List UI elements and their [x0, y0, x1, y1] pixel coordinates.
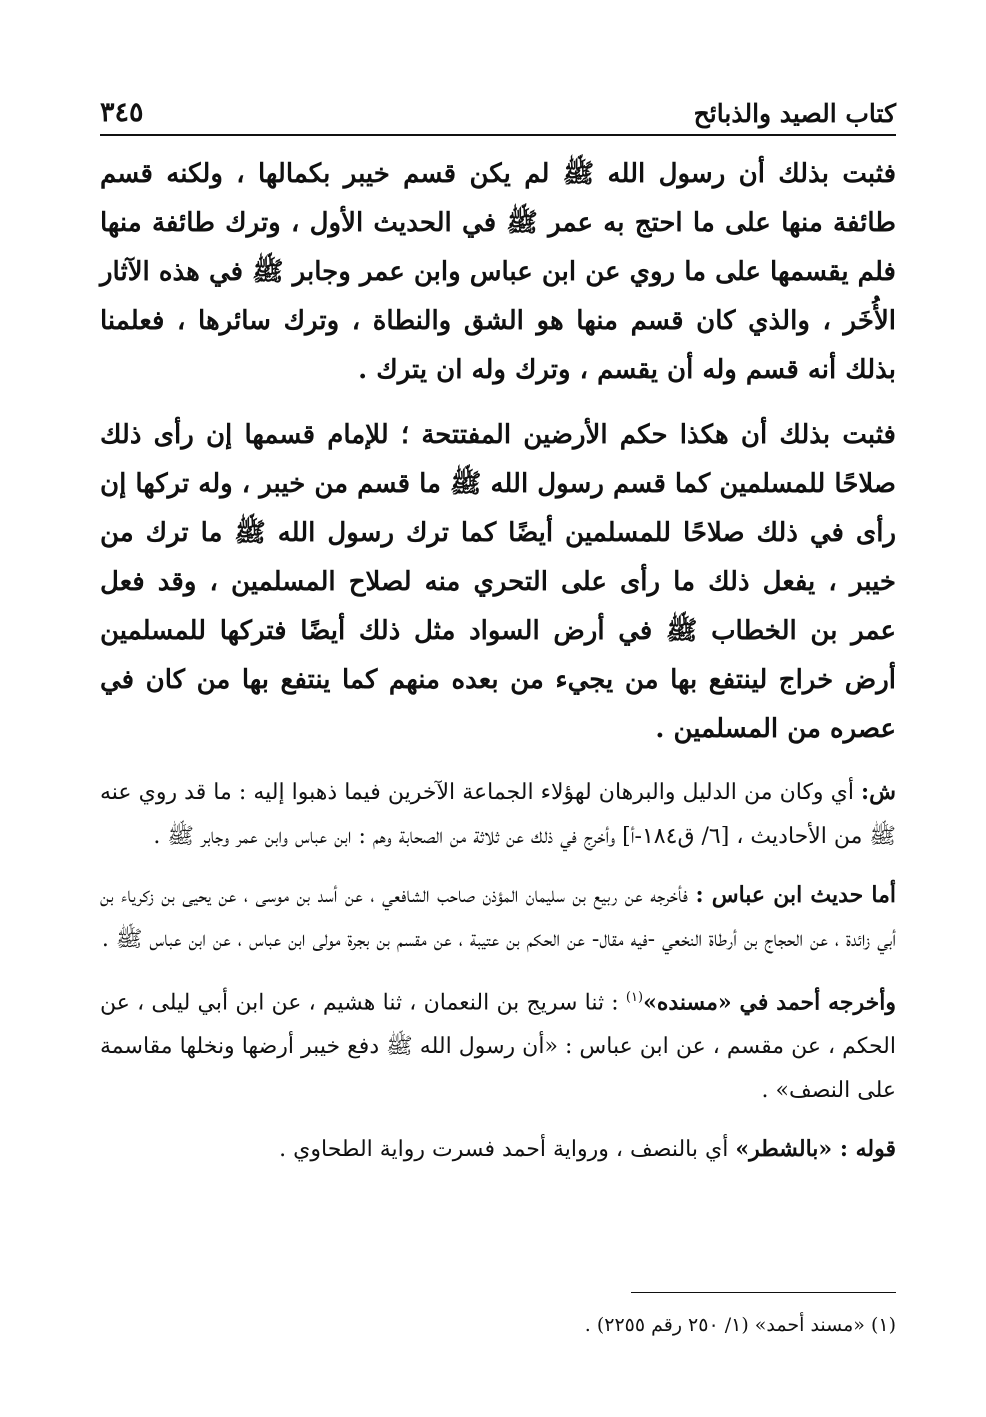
- sharh-paragraph-2: [100, 873, 896, 962]
- footnote-reference[interactable]: (١): [625, 990, 644, 1005]
- sharh-paragraph-1: [100, 770, 896, 859]
- matn-paragraph-2: فثبت بذلك أن هكذا حكم الأرضين المفتتحة ؛ للإمام قسمها إن رأى ذلك صلاحًا للمسلمين كما قسم رسول الله ﷺ ما قسم من خيبر ، وله تركها إن رأى في ذلك صلاحًا للمسلمين أيضًا كما ترك رسول الله ﷺ ما ترك من خيبر ، يفعل ذلك ما رأى على التحري منه لصلاح المسلمين ، وقد فعل عمر بن الخطاب ﷺ في أرض السواد مثل ذلك أيضًا فتركها للمسلمين أرض خراج لينتفع بها من يجيء من بعده منهم كما ينتفع بها من كان في عصره من المسلمين .: [100, 420, 896, 744]
- page-number: ٣٤٥: [100, 97, 144, 128]
- sharh-text-3: : ثنا سريج بن النعمان ، ثنا هشيم ، عن ابن أبي ليلى ، عن الحكم ، عن مقسم ، عن ابن عباس : «أن رسول الله ﷺ دفع خيبر أرضها ونخلها مقاسمة على النصف» .: [100, 990, 896, 1104]
- page-header: [100, 82, 896, 136]
- matn-paragraph-1: فثبت بذلك أن رسول الله ﷺ لم يكن قسم خيبر بكمالها ، ولكنه قسم طائفة منها على ما احتج به عمر ﷺ في الحديث الأول ، وترك طائفة منها فلم يقسمها على ما روي عن ابن عباس وابن عمر وجابر ﷺ في هذه الآثار الأُخَر ، والذي كان قسم منها هو الشق والنطاة ، وترك سائرها ، فعلمنا بذلك أنه قسم وله أن يقسم ، وترك وله ان يترك .: [100, 159, 896, 385]
- sharh-lead-4: قوله : «بالشطر»: [735, 1136, 896, 1163]
- chapter-title: كتاب الصيد والذبائح: [693, 99, 896, 128]
- sharh-paragraph-3: [100, 976, 896, 1113]
- footnote-divider: [631, 1292, 896, 1293]
- page-body: [100, 150, 896, 1186]
- footnote: (١) «مسند أحمد» (١/ ٢٥٠ رقم ٢٢٥٥) .: [584, 1314, 896, 1336]
- sharh-lead-2: أما حديث ابن عباس :: [695, 882, 896, 908]
- sharh-text-1: أي وكان من الدليل والبرهان لهؤلاء الجماعة الآخرين فيما ذهبوا إليه : ما قد روي عنه ﷺ من الأحاديث ، [٦/ ق١٨٤-أ] وأخرج في ذلك عن ثلاثة من الصحابة وهم : ابن عباس وابن عمر وجابر ﷺ .: [100, 780, 896, 849]
- sharh-paragraph-4: [100, 1127, 896, 1172]
- sharh-text-4: أي بالنصف ، ورواية أحمد فسرت رواية الطحاوي .: [279, 1137, 736, 1163]
- sharh-lead-3: وأخرجه أحمد في «مسنده»: [643, 989, 896, 1016]
- sharh-text-2: فأخرجه عن ربيع بن سليمان المؤذن صاحب الشافعي ، عن أسد بن موسى ، عن يحيى بن زكرياء بن أبي زائدة ، عن الحجاج بن أرطاة النخعي -فيه مقال- عن الحكم بن عتيبة ، عن مقسم بن بجرة مولى ابن عباس ، عن ابن عباس ﷺ .: [100, 883, 896, 952]
- sharh-lead-1: ش:: [861, 779, 896, 805]
